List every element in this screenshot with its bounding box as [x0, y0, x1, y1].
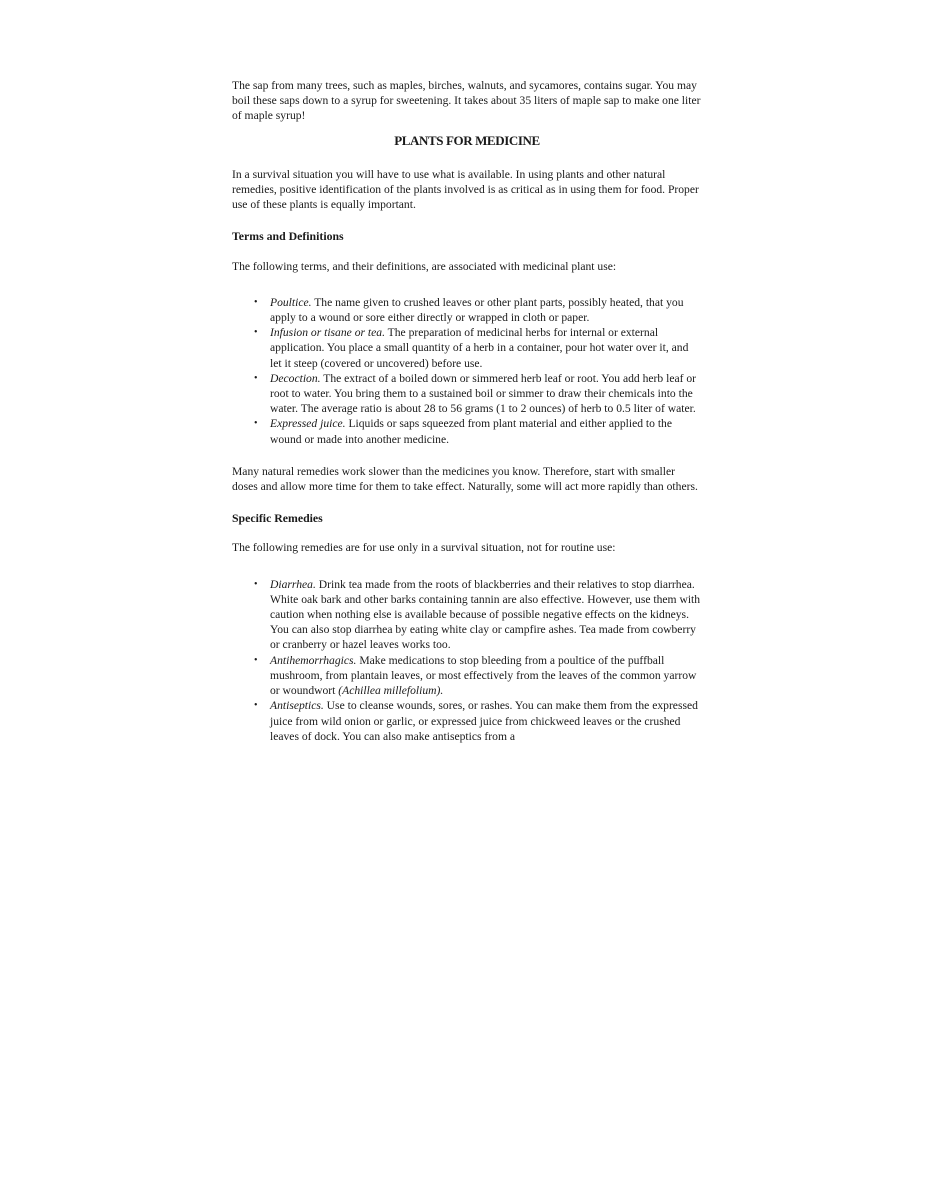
list-item — [254, 577, 702, 653]
term-label: Infusion or tisane or tea. — [270, 326, 385, 340]
list-item — [254, 698, 702, 744]
term-text: The extract of a boiled down or simmered herb leaf or root. You add herb leaf or root to water. You bring them to a sustained boil or simmer to draw their chemicals into the water. The average ratio is about 28 to 56 grams (1 to 2 ounces) of herb to 0.5 liter of water. — [270, 371, 697, 416]
bullet-icon: • — [254, 296, 258, 308]
terms-lead: The following terms, and their definitions, are associated with medicinal plant use: — [232, 259, 617, 273]
list-item — [254, 416, 702, 446]
term-label: Poultice. — [270, 295, 312, 309]
terms-heading: Terms and Definitions — [232, 229, 344, 244]
list-item — [254, 295, 702, 325]
term-text: The name given to crushed leaves or other plant parts, possibly heated, that you apply to a wound or sore either directly or wrapped in cloth or paper. — [270, 295, 684, 325]
bullet-icon: • — [254, 578, 258, 590]
remedies-lead: The following remedies are for use only in a survival situation, not for routine use: — [232, 541, 616, 555]
scientific-name: (Achillea millefolium). — [338, 684, 444, 698]
term-text: Liquids or saps squeezed from plant material and either applied to the wound or made into another medicine. — [270, 417, 673, 446]
list-item — [254, 371, 702, 417]
page-title: PLANTS FOR MEDICINE — [394, 132, 540, 148]
list-item — [254, 325, 702, 371]
term-label: Expressed juice. — [270, 417, 346, 431]
remedy-text: Drink tea made from the roots of blackberries and their relatives to stop diarrhea. White oak bark and other barks containing tannin are also effective. However, use them with caution when nothing else is available because of possible negative effects on the kidneys. You can also stop diarrhea by eating white clay or campfire ashes. Tea made from cowberry or cranberry or hazel leaves works too. — [270, 577, 701, 652]
bullet-icon: • — [254, 418, 258, 430]
term-text: The preparation of medicinal herbs for internal or external application. You place a small quantity of a herb in a container, pour hot water over it, and let it steep (covered or uncovered) before use. — [270, 326, 689, 370]
terms-list — [232, 295, 702, 447]
list-item — [254, 653, 702, 699]
bullet-icon: • — [254, 700, 258, 712]
bullet-icon: • — [254, 372, 258, 384]
natural-remedies-paragraph: Many natural remedies work slower than the medicines you know. Therefore, start with smaller doses and allow more time for them to take effect. Naturally, some will act more rapidly than others. — [232, 464, 698, 494]
remedies-list — [232, 577, 702, 744]
remedy-label: Antiseptics. — [270, 699, 324, 713]
remedy-text: Use to cleanse wounds, sores, or rashes. You can make them from the expressed juice from wild onion or garlic, or expressed juice from chickweed leaves or the crushed leaves of dock. You can also make antiseptics from a — [270, 699, 698, 743]
term-label: Decoction. — [270, 371, 321, 385]
document-page — [232, 78, 702, 761]
remedy-label: Diarrhea. — [270, 577, 316, 591]
bullet-icon: • — [254, 327, 258, 339]
survival-paragraph: In a survival situation you will have to use what is available. In using plants and other natural remedies, positive identification of the plants involved is as critical as in using them for food. Proper use of these plants is equally important. — [232, 167, 699, 212]
remedies-heading: Specific Remedies — [232, 511, 323, 526]
intro-paragraph: The sap from many trees, such as maples, birches, walnuts, and sycamores, contains sugar. You may boil these saps down to a syrup for sweetening. It takes about 35 liters of maple sap to make one liter of maple syrup! — [232, 79, 701, 123]
bullet-icon: • — [254, 654, 258, 666]
remedy-text: Make medications to stop bleeding from a poultice of the puffball mushroom, from plantain leaves, or most effectively from the leaves of the common yarrow or woundwort — [270, 653, 697, 698]
remedy-label: Antihemorrhagics. — [270, 653, 357, 667]
